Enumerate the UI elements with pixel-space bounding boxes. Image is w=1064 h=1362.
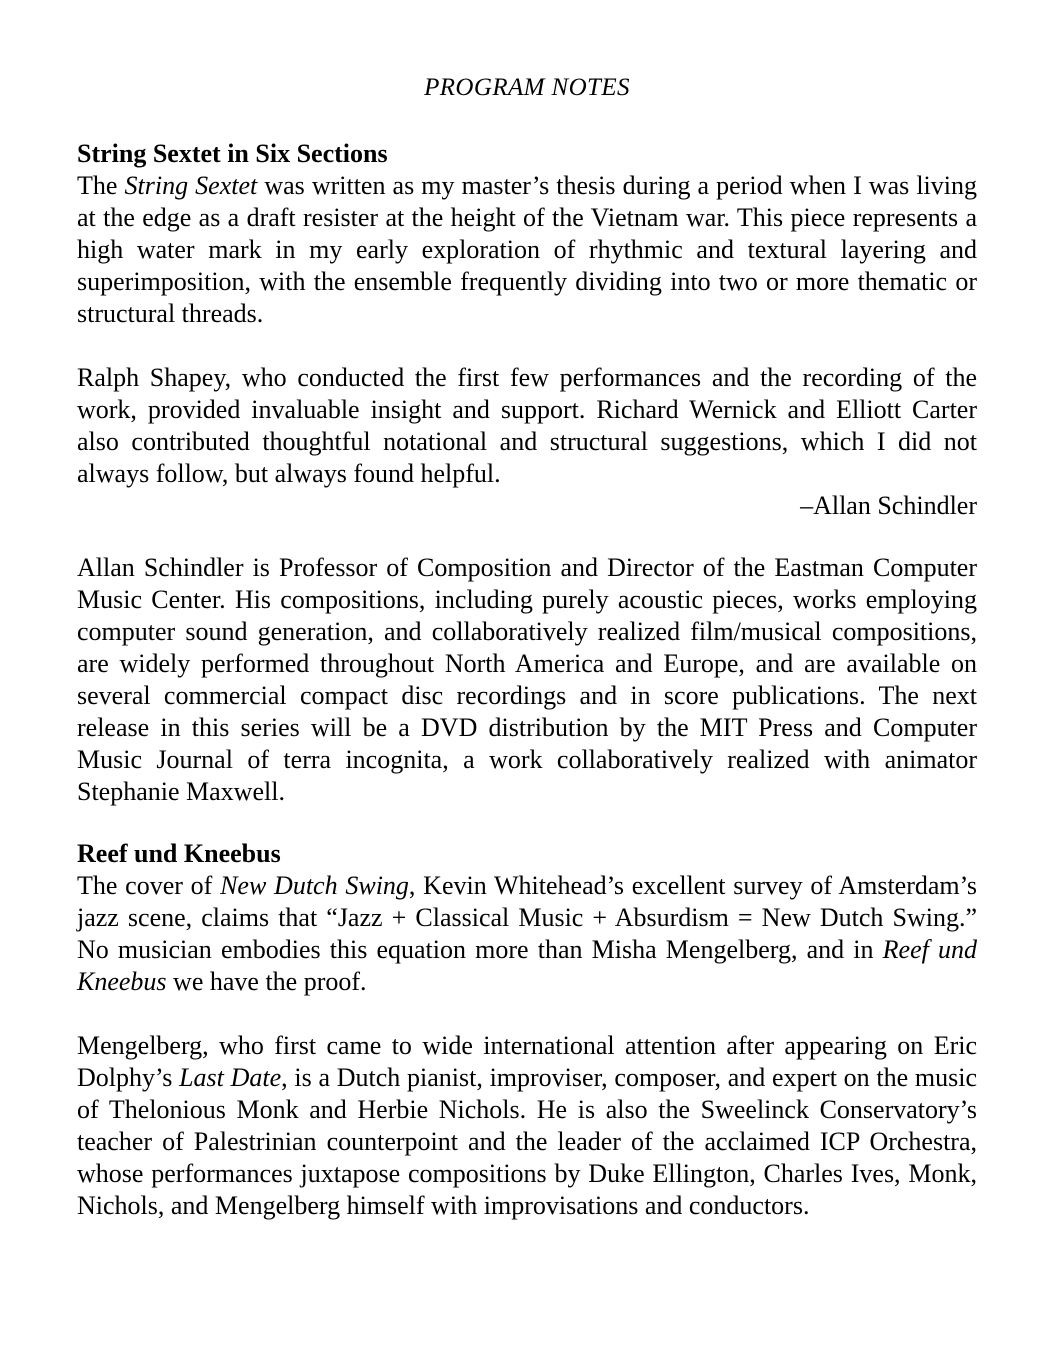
- section-heading-string-sextet: String Sextet in Six Sections: [77, 139, 388, 168]
- text-run: The cover of: [77, 871, 221, 900]
- paragraph-string-sextet-2: [77, 362, 977, 490]
- text-run: , Kevin Whitehead’s excellent survey of Amsterdam’s jazz scene, claims that “Jazz + Classical Music + Absurdism = New Dutch Swing.” No musician embodies this equation more than Misha Mengelberg, and in: [77, 871, 977, 964]
- paragraph-gap-2: [77, 998, 977, 1030]
- text-run: Allan Schindler is Professor of Composition and Director of the Eastman Computer Music Center. His compositions, including purely acoustic pieces, works employing computer sound generation, and collaboratively realized film/musical compositions, are widely performed throughout North America and Europe, and are available on several commercial compact disc recordings and in score publications. The next release in this series will be a DVD distribution by the MIT Press and Computer Music Journal of terra incognita, a work collaboratively realized with animator Stephanie Maxwell.: [77, 553, 977, 806]
- italic-title: New Dutch Swing: [220, 871, 409, 900]
- italic-title: Last Date: [179, 1063, 282, 1092]
- section-gap: [77, 522, 977, 552]
- paragraph-string-sextet-1: [77, 170, 977, 330]
- title-spacer: [77, 104, 977, 138]
- paragraph-gap: [77, 330, 977, 362]
- text-run: we have the proof.: [166, 967, 367, 996]
- paragraph-reef-1: [77, 870, 977, 998]
- italic-title: Reef und Kneebus: [77, 935, 978, 996]
- italic-title: String Sextet: [124, 171, 258, 200]
- page-title: PROGRAM NOTES: [424, 74, 630, 101]
- signature-allan-schindler: –Allan Schindler: [800, 491, 977, 520]
- section-heading-reef-und-kneebus: Reef und Kneebus: [77, 839, 281, 868]
- paragraph-reef-2: [77, 1030, 977, 1222]
- section-gap-2: [77, 808, 977, 838]
- text-run: , is a Dutch pianist, improviser, composer, and expert on the music of Thelonious Monk and Herbie Nichols. He is also the Sweelinck Conservatory’s teacher of Palestrinian counterpoint and the leader of the acclaimed ICP Orchestra, whose performances juxtapose compositions by Duke Ellington, Charles Ives, Monk, Nichols, and Mengelberg himself with improvisations and conductors.: [77, 1063, 977, 1220]
- document-content: [77, 72, 977, 1222]
- paragraph-biography: [77, 552, 977, 808]
- text-run: Ralph Shapey, who conducted the first few performances and the recording of the work, provided invaluable insight and support. Richard Wernick and Elliott Carter also contributed thoughtful notational and structural suggestions, which I did not always follow, but always found helpful.: [77, 363, 977, 488]
- text-run: was written as my master’s thesis during a period when I was living at the edge as a draft resister at the height of the Vietnam war. This piece represents a high water mark in my early exploration of rhythmic and textural layering and superimposition, with the ensemble frequently dividing into two or more thematic or structural threads.: [77, 171, 977, 328]
- text-run: The: [77, 171, 125, 200]
- text-run: Mengelberg, who first came to wide international attention after appearing on Eric Dolphy’s: [77, 1031, 977, 1092]
